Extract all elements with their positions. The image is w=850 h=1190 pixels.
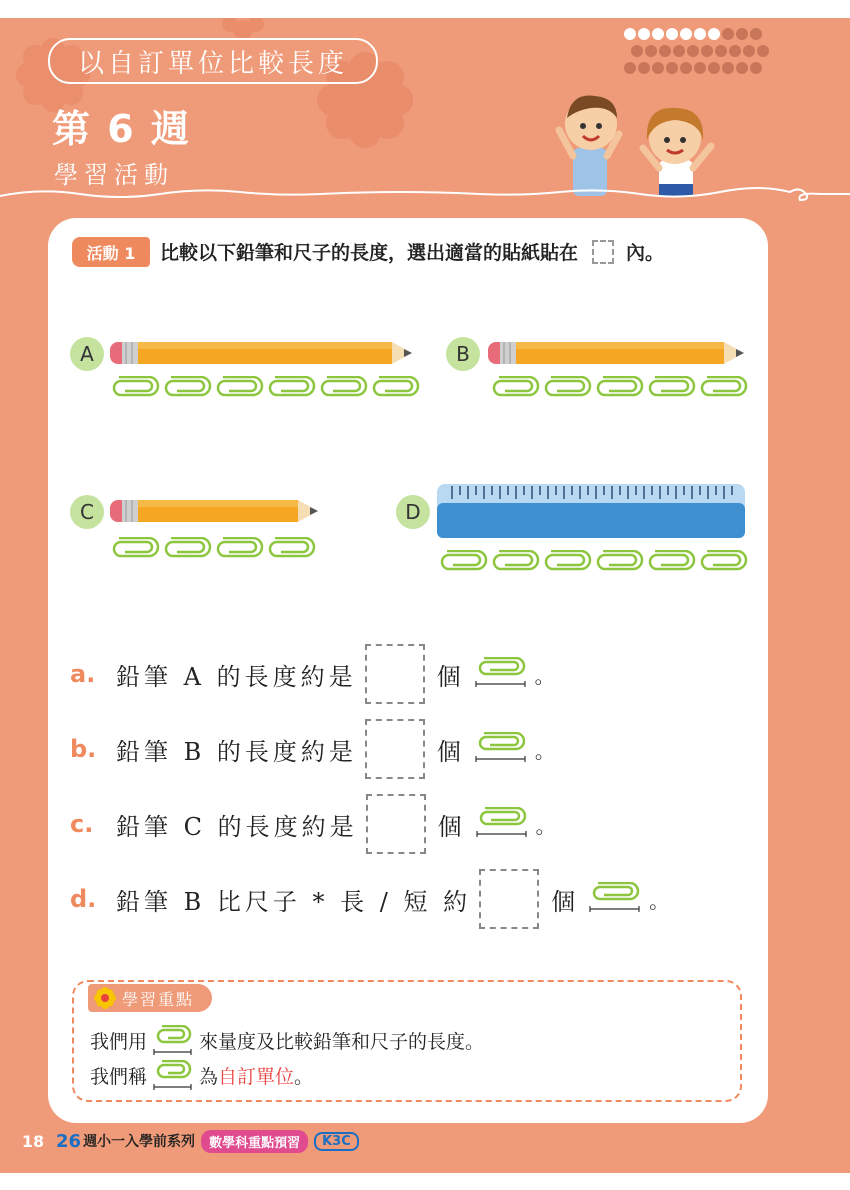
clip-row-b — [488, 376, 748, 398]
clip-row-d — [436, 550, 748, 572]
question-end: 。 — [534, 663, 555, 688]
paperclip-icon — [442, 551, 486, 569]
key-line-text: 來量度及比較鉛筆和尺子的長度。 — [199, 1030, 485, 1053]
paperclip-icon — [650, 377, 694, 395]
paperclip-icon — [374, 377, 418, 395]
key-points-title: 學習重點 — [122, 989, 195, 1009]
activity-instruction — [160, 238, 664, 265]
paperclip-icon — [322, 377, 366, 395]
children-illustration — [555, 88, 725, 196]
paperclip-icon — [546, 551, 590, 569]
pencil-c-icon — [108, 498, 320, 524]
paperclip-unit-icon — [151, 1025, 195, 1055]
paperclip-icon — [598, 377, 642, 395]
key-line-1 — [90, 1025, 484, 1055]
header-divider — [0, 186, 850, 206]
paperclip-unit-icon — [587, 882, 643, 916]
week-title: 第 6 週 — [52, 107, 191, 151]
question-a — [70, 644, 555, 704]
key-points-tag — [88, 984, 212, 1012]
item-label-b: B — [446, 337, 480, 371]
paperclip-icon — [166, 538, 210, 556]
question-end: 。 — [649, 888, 670, 913]
sticker-box-icon — [592, 240, 614, 264]
item-label-c: C — [70, 495, 104, 529]
paperclip-unit-icon — [151, 1060, 195, 1090]
key-line-text: 。 — [294, 1065, 314, 1088]
question-text: 鉛筆 B 比尺子 * 長 / 短 約 — [116, 887, 472, 916]
key-line-text: 為 — [199, 1065, 219, 1088]
paperclip-unit-icon — [473, 732, 529, 766]
item-label-a: A — [70, 337, 104, 371]
paperclip-icon — [166, 377, 210, 395]
question-letter: b. — [70, 735, 97, 763]
paperclip-icon — [494, 377, 538, 395]
key-line-text: 我們稱 — [90, 1065, 148, 1088]
question-b — [70, 719, 555, 779]
paperclip-icon — [546, 377, 590, 395]
paperclip-icon — [494, 551, 538, 569]
dot-pattern-decoration — [620, 26, 770, 80]
question-text: 鉛筆 C 的長度約是 — [116, 812, 358, 841]
paperclip-unit-icon — [473, 657, 529, 691]
answer-box[interactable] — [366, 794, 426, 854]
paperclip-icon — [270, 377, 314, 395]
question-letter: c. — [70, 810, 94, 838]
series-number: 26 — [56, 1130, 82, 1152]
paperclip-icon — [218, 377, 262, 395]
topic-title: 以自訂單位比較長度 — [48, 38, 378, 84]
question-c — [70, 794, 556, 854]
answer-box[interactable] — [479, 869, 539, 929]
flower-icon — [94, 987, 116, 1009]
paperclip-icon — [114, 377, 158, 395]
instruction-end: 內。 — [626, 242, 665, 264]
pencil-a-icon — [108, 340, 414, 366]
paperclip-icon — [114, 538, 158, 556]
paperclip-icon — [650, 551, 694, 569]
paperclip-icon — [218, 538, 262, 556]
instruction-text: 比較以下鉛筆和尺子的長度，選出適當的貼紙貼在 — [160, 242, 579, 264]
pencil-b-icon — [486, 340, 746, 366]
question-unit: 個 — [436, 662, 463, 691]
paperclip-icon — [702, 551, 746, 569]
activity-tag: 活動 1 — [72, 237, 150, 267]
section-title: 學習活動 — [54, 161, 174, 189]
question-end: 。 — [534, 738, 555, 763]
clip-row-a — [108, 376, 420, 398]
paperclip-icon — [702, 377, 746, 395]
question-end: 。 — [535, 813, 556, 838]
series-text: 週小一入學前系列 — [83, 1134, 196, 1150]
page-number: 18 — [18, 1128, 48, 1154]
question-letter: a. — [70, 660, 96, 688]
paperclip-unit-icon — [474, 807, 530, 841]
question-text: 鉛筆 B 的長度約是 — [116, 737, 357, 766]
question-unit: 個 — [551, 887, 578, 916]
question-unit: 個 — [437, 812, 464, 841]
key-line-2 — [90, 1060, 313, 1090]
clip-row-c — [108, 537, 316, 559]
item-label-d: D — [396, 495, 430, 529]
paperclip-icon — [270, 538, 314, 556]
question-d — [70, 869, 669, 929]
ruler-icon — [436, 483, 746, 539]
subject-badge: 數學科重點預習 — [201, 1130, 308, 1153]
answer-box[interactable] — [365, 719, 425, 779]
custom-unit-term: 自訂單位 — [218, 1065, 295, 1088]
page-footer — [18, 1128, 359, 1154]
paperclip-icon — [598, 551, 642, 569]
answer-box[interactable] — [365, 644, 425, 704]
question-letter: d. — [70, 885, 97, 913]
question-unit: 個 — [436, 737, 463, 766]
question-text: 鉛筆 A 的長度約是 — [116, 662, 357, 691]
level-badge: K3C — [314, 1132, 359, 1151]
key-line-text: 我們用 — [90, 1030, 148, 1053]
